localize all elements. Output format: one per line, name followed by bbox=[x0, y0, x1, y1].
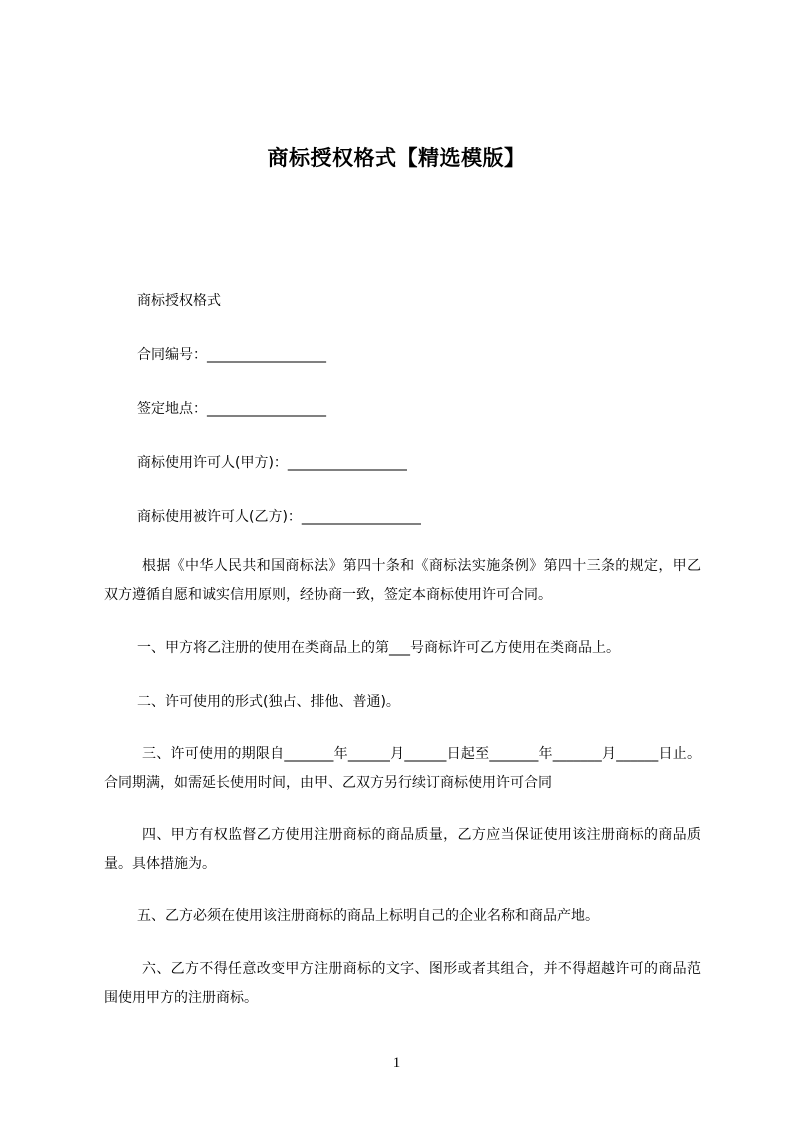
document-title: 商标授权格式【精选模版】 bbox=[267, 146, 526, 170]
intro-paragraph: 根据《中华人民共和国商标法》第四十条和《商标法实施条例》第四十三条的规定，甲乙双方遵循自愿和诚实信用原则，经协商一致，签定本商标使用许可合同。 bbox=[104, 558, 701, 603]
page-number: 1 bbox=[392, 1055, 401, 1071]
clause-1: 一、甲方将乙注册的使用在类商品上的第___号商标许可乙方使用在类商品上。 bbox=[137, 640, 620, 656]
clause-4: 四、甲方有权监督乙方使用注册商标的商品质量，乙方应当保证使用该注册商标的商品质量。具体措施为。 bbox=[104, 827, 701, 872]
licensee-line: 商标使用被许可人(乙方)：_________________ bbox=[137, 509, 421, 525]
clause-2: 二、许可使用的形式(独占、排他、普通)。 bbox=[137, 694, 400, 710]
sign-place-line: 签定地点：_________________ bbox=[137, 401, 326, 417]
contract-number-line: 合同编号：_________________ bbox=[137, 347, 326, 363]
clause-5: 五、乙方必须在使用该注册商标的商品上标明自己的企业名称和商品产地。 bbox=[137, 908, 599, 924]
clause-3: 三、许可使用的期限自_______年______月______日起至_______年_______月______日止。合同期满，如需延长使用时间，由甲、乙双方另行续订商标使用许可合同 bbox=[104, 746, 701, 791]
clause-6: 六、乙方不得任意改变甲方注册商标的文字、图形或者其组合，并不得超越许可的商品范围使用甲方的注册商标。 bbox=[104, 961, 701, 1006]
licensor-line: 商标使用许可人(甲方)：_________________ bbox=[137, 455, 407, 471]
section-heading: 商标授权格式 bbox=[137, 293, 221, 309]
